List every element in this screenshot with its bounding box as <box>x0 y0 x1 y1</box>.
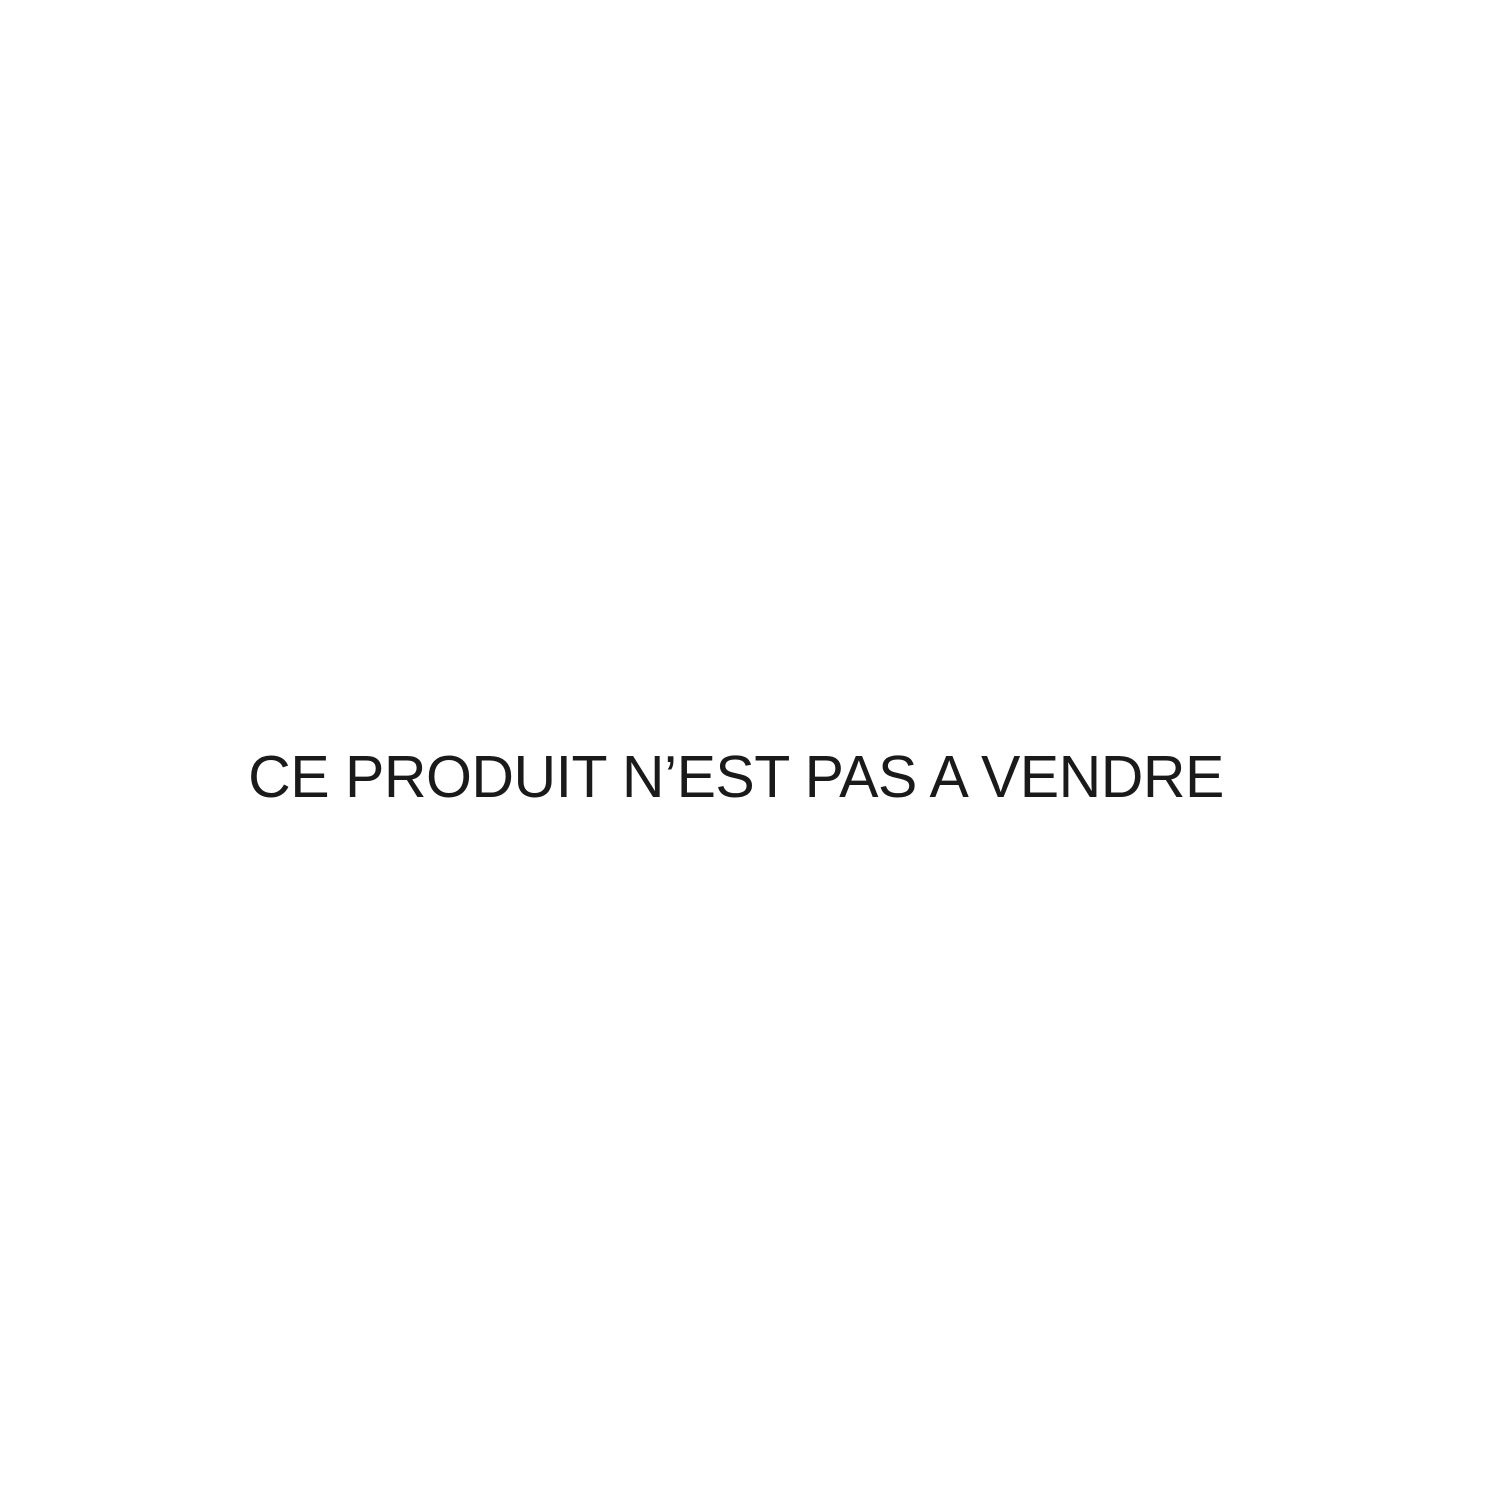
not-for-sale-notice: CE PRODUIT N’EST PAS A VENDRE <box>248 744 1224 810</box>
